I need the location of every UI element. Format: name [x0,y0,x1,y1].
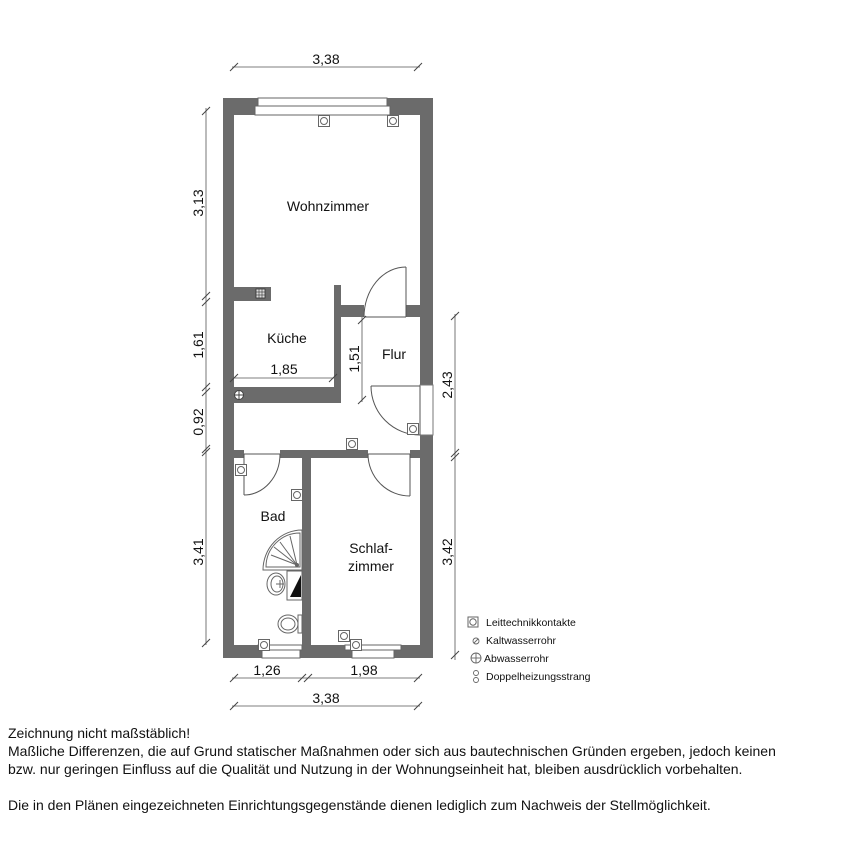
dim-right-2: 3,42 [439,538,455,566]
room-label-living: Wohnzimmer [286,198,370,214]
note-furnishings: Die in den Plänen eingezeichneten Einrichtungsgegenstände dienen lediglich zum Nachweis der Stellmöglichkeit. [8,797,711,813]
doors [244,267,420,496]
room-label-bath: Bad [260,508,286,524]
double-heating-riser-icon [474,671,479,683]
legend-label-1: Kaltwasserrohr [486,635,557,647]
dim-bottom-1: 1,26 [253,662,281,678]
legend-label-2: Abwasserrohr [484,653,549,665]
spacer [8,778,858,796]
dim-right-1: 2,43 [439,371,455,399]
control-contact-icon [468,617,478,627]
legend-label-3: Doppelheizungsstrang [486,671,591,683]
room-label-hall: Flur [381,346,407,362]
shower-tray [263,530,302,570]
dim-left-1: 3,13 [190,189,206,217]
ventilation-grid-icon [256,289,265,298]
legend-label-0: Leittechnikkontakte [486,617,576,629]
note-dimensional-differences-2: bzw. nur geringen Einfluss auf die Qualität und Nutzung in der Wohnungseinheit hat, bleiben ausdrücklich vorbehalten. [8,761,743,777]
dim-left-2: 1,61 [190,331,206,359]
room-label-bedroom-1: Schlaf- [349,540,393,556]
note-dimensional-differences-1: Maßliche Differenzen, die auf Grund statischer Maßnahmen oder sich aus bautechnischen Gründen ergeben, jedoch keinen [8,743,776,759]
washbasin [267,573,285,595]
dim-left-4: 3,41 [190,538,206,566]
room-label-bedroom-2: zimmer [348,558,394,574]
waste-water-pipe-icon [235,391,244,400]
dim-bottom-2: 1,98 [350,662,378,678]
legend [468,617,591,683]
window-top [255,98,390,115]
disclaimer-notes [8,724,858,814]
mirror-cabinet [287,571,302,600]
dim-left-3: 0,92 [190,408,206,436]
room-label-kitchen: Küche [267,330,307,346]
dim-kitchen-width: 1,85 [270,361,298,377]
note-not-to-scale: Zeichnung nicht maßstäblich! [8,725,191,741]
dim-hall-height: 1,51 [346,345,362,373]
dim-bottom-total: 3,38 [312,690,340,706]
dim-top-width: 3,38 [312,51,340,67]
cold-water-pipe-icon [473,638,479,644]
waste-water-pipe-icon [471,653,481,663]
toilet [278,615,302,633]
